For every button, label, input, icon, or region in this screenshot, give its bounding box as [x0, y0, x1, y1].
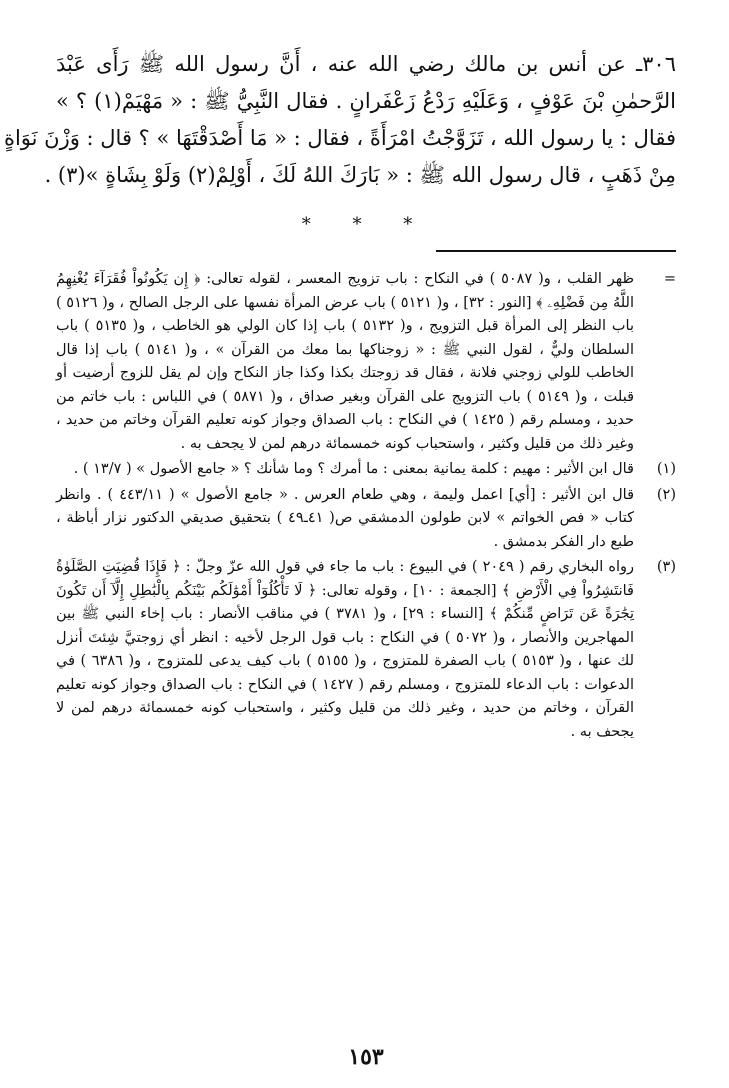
hadith-line: ٣٠٦ـ عن أنس بن مالك رضي الله عنه ، أَنَّ رسول الله ﷺ رَأَى عَبْدَ: [56, 52, 676, 76]
footnote-marker: (٢): [656, 486, 676, 503]
footnote-marker: (٣): [656, 559, 676, 575]
page-number: ١٥٣: [348, 1044, 384, 1070]
book-page: [3, 46, 676, 1070]
footnote-marker: (١): [656, 461, 676, 477]
section-separator: * * *: [301, 214, 431, 235]
footnote-text: قال ابن الأثير : [أي] اعمل وليمة ، وهي طعام العرس . « جامع الأصول » ( ٤٤٣/١١ ) . وانظر كتاب « فص الخواتم » لابن طولون الدمشقي ص( ٤١ـ٤٩ ) بتحقيق صديقي الدكتور نزار أباظة ، طبع دار الفكر بدمشق .: [56, 486, 635, 550]
footnote-2: [56, 484, 676, 555]
hadith-line: فقال : يا رسول الله ، تَزَوَّجْتُ امْرَأَةً ، فقال : « مَا أَصْدَقْتَهَا » ؟ قال : وَزْنَ نَوَاةٍ: [3, 126, 676, 150]
hadith-line: الرَّحمٰنِ بْنَ عَوْفٍ ، وَعَلَيْهِ رَدْعُ زَعْفَرانٍ . فقال النَّبِيُّ ﷺ : « مَهْيَمْ(١) ؟ »: [56, 89, 676, 113]
footnotes: [56, 268, 676, 744]
footnote-continuation: [56, 268, 676, 456]
footnote-1: [56, 458, 676, 482]
footnote-text: رواه البخاري رقم ( ٢٠٤٩ ) في البيوع : باب ما جاء في قول الله عزّ وجلّ : ﴿ فَإِذَا قُضِيَتِ الصَّلَوٰةُ فَانتَشِرُواْ فِي الْأَرْضِ ﴾ [الجمعة : ١٠] ، وقوله تعالى: ﴿ لَا تَأْكُلُوٓاْ أَمْوَٰلَكُم بَيْنَكُم بِالْبَٰطِلِ إِلَّآ أَن تَكُونَ تِجَٰرَةً عَن تَرَاضٍ مِّنكُمْ ﴾ [النساء : ٢٩] ، و( ٣٧٨١ ) في مناقب الأنصار : باب إخاء النبي ﷺ بين المهاجرين والأنصار ، و( ٥٠٧٢ ) في النكاح : باب قول الرجل لأخيه : انظر أي زوجتيَّ شِئتَ أنزل لك عنها ، و( ٥١٥٣ ) باب الصفرة للمتزوج ، و( ٥١٥٥ ) باب كيف يدعى للمتزوج ، و( ٦٣٨٦ ) في الدعوات : باب الدعاء للمتزوج ، ومسلم رقم ( ١٤٢٧ ) في النكاح : باب الصداق وجواز كونه تعليم القرآن ، وخاتم من حديد ، وغير ذلك من قليل وكثير ، واستحباب كونه خمسمائة درهم لمن لا يجحف به .: [56, 559, 634, 740]
footnote-text: ظهر القلب ، و( ٥٠٨٧ ) في النكاح : باب تزويج المعسر ، لقوله تعالى: ﴿ إِن يَكُونُواْ فُقَرَآءَ يُغْنِهِمُ اللَّهُ مِن فَضْلِهِۦ ﴾ [النور : ٣٢] ، و( ٥١٢١ ) باب عرض المرأة نفسها على الرجل الصالح ، و( ٥١٢٦ ) باب النظر إلى المرأة قبل التزويج ، و( ٥١٣٢ ) باب إذا كان الولي هو الخاطب ، و( ٥١٣٥ ) باب السلطان وليٌّ ، لقول النبي ﷺ : « زوجناكها بما معك من القرآن » ، و( ٥١٤١ ) باب إذا قال الخاطب للولي زوجني فلانة ، فقال قد زوجتك بكذا وكذا جاز النكاح وإن لم يقل للزوج أرضيت أو قبلت ، و( ٥١٤٩ ) باب التزويج على القرآن وبغير صداق ، و( ٥٨٧١ ) في اللباس : باب خاتم من حديد ، ومسلم رقم ( ١٤٢٥ ) في النكاح : باب الصداق وجواز كونه تعليم القرآن وخاتم من حديد ، وغير ذلك من قليل وكثير ، واستحباب كونه خمسمائة درهم لمن لا يجحف به .: [56, 271, 635, 452]
footnote-text: قال ابن الأثير : مهيم : كلمة يمانية بمعنى : ما أمرك ؟ وما شأنك ؟ « جامع الأصول » ( ١٣/٧ ) .: [73, 461, 634, 477]
footnote-marker: =: [663, 271, 676, 287]
footnote-3: [56, 556, 676, 744]
hadith-line: مِنْ ذَهَبٍ ، قال رسول الله ﷺ : « بَارَكَ اللهُ لَكَ ، أَوْلِمْ(٢) وَلَوْ بِشَاةٍ »(٣) .: [44, 163, 676, 187]
hadith-text: [3, 46, 676, 194]
footnote-divider: [436, 250, 676, 252]
